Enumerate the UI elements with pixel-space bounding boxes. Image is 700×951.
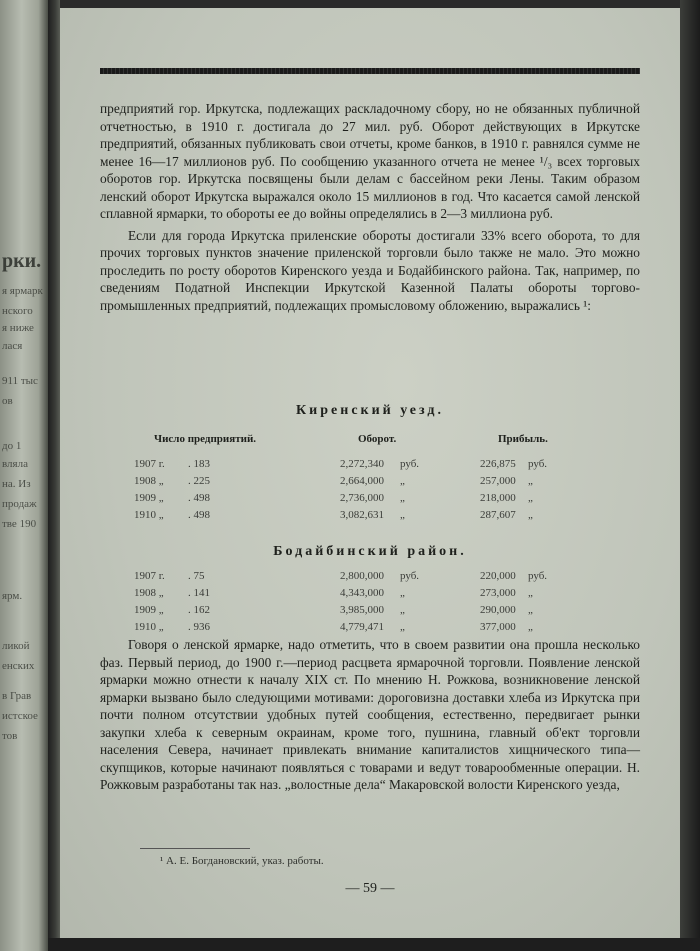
facing-page-fragment: тве 190 <box>2 518 37 530</box>
row-year: 1909 „ <box>134 604 164 616</box>
row-count: . 141 <box>188 587 210 599</box>
header-count: Число предприятий. <box>154 433 257 445</box>
row-turnover: 2,800,000 <box>340 570 384 582</box>
row-count: . 498 <box>188 492 210 504</box>
facing-page-fragment: вляла <box>2 458 28 470</box>
facing-page-fragment: ов <box>2 395 13 407</box>
row-currency: „ <box>528 492 533 504</box>
row-profit: 226,875 <box>480 458 516 470</box>
row-year: 1909 „ <box>134 492 164 504</box>
row-currency: „ <box>400 509 405 521</box>
row-count: . 225 <box>188 475 210 487</box>
row-profit: 273,000 <box>480 587 516 599</box>
table-row <box>100 458 640 474</box>
facing-page-fragment: я ниже <box>2 322 34 334</box>
facing-page-fragment: ликой <box>2 640 30 652</box>
facing-page-fragment: 911 тыс <box>2 375 38 387</box>
table-row <box>100 587 640 603</box>
table-row <box>100 621 640 637</box>
row-turnover: 4,343,000 <box>340 587 384 599</box>
page-edge-shadow <box>680 0 700 951</box>
row-profit: 377,000 <box>480 621 516 633</box>
facing-page-fragment: тов <box>2 730 18 742</box>
table-row <box>100 492 640 508</box>
row-turnover: 2,272,340 <box>340 458 384 470</box>
row-currency: „ <box>400 604 405 616</box>
row-count: . 75 <box>188 570 205 582</box>
row-currency: „ <box>528 509 533 521</box>
row-currency: „ <box>528 475 533 487</box>
facing-page-fragment: истское <box>2 710 38 722</box>
page-bottom-shadow <box>48 938 700 951</box>
row-turnover: 4,779,471 <box>340 621 384 633</box>
paragraph-1: предприятий гор. Иркутска, подлежащих раскладочному сбору, но не обязанных публичной отчетностью, в 1910 г. достигала до 27 мил. руб. Оборот действующих в Иркутске предприятий, обязанных публиковать свои отчеты, кроме банков, в 1910 г. равнялся сумме не менее 16—17 миллионов руб. По сообщению указанного отчета не менее ¹/₃ всех торговых оборотов гор. Иркутска посвящены были делам с бассейном реки Лены. Таким образом ленский оборот Иркутска выражался около 15 миллионов в год. Что касается самой ленской сплавной ярмарки, то обороты ее до войны определялись в 2—3 миллиона руб. <box>100 101 640 221</box>
facing-page-fragment: нского <box>2 305 33 317</box>
row-currency: „ <box>400 621 405 633</box>
row-profit: 287,607 <box>480 509 516 521</box>
facing-page-fragment: рки. <box>2 250 42 272</box>
row-currency: руб. <box>400 570 420 582</box>
row-currency: руб. <box>528 458 548 470</box>
row-count: . 183 <box>188 458 210 470</box>
book-gutter <box>48 0 60 951</box>
facing-page <box>0 0 48 951</box>
row-currency: „ <box>528 621 533 633</box>
facing-page-fragment: ярм. <box>2 590 23 602</box>
row-currency: „ <box>400 587 405 599</box>
row-year: 1910 „ <box>134 621 164 633</box>
row-profit: 290,000 <box>480 604 516 616</box>
body-text-top <box>100 100 640 314</box>
footnote-rule <box>140 848 250 849</box>
row-year: 1910 „ <box>134 509 164 521</box>
row-currency: руб. <box>528 570 548 582</box>
facing-page-fragment: на. Из <box>2 478 31 490</box>
row-year: 1907 г. <box>134 570 165 582</box>
table-row <box>100 570 640 586</box>
footnote: ¹ А. Е. Богдановский, указ. работы. <box>160 855 324 867</box>
header-turnover: Оборот. <box>358 433 397 445</box>
paragraph-2: Если для города Иркутска приленские обороты достигали 33% всего оборота, то для прочих торговых пунктов значение приленской торговли было также не мало. Это можно проследить по росту оборотов Киренского уезда и Бодайбинского района. Так, например, по сведениям Податной Инспекции Иркутской Казенной Палаты обороты торгово-промышленных предприятий, подлежащих промысловому обложению, выражались ¹: <box>100 227 640 313</box>
table-row <box>100 475 640 491</box>
table-title-bodaibo: Бодайбинский район. <box>273 544 467 559</box>
table-row <box>100 509 640 525</box>
row-year: 1907 г. <box>134 458 165 470</box>
row-turnover: 2,664,000 <box>340 475 384 487</box>
row-count: . 162 <box>188 604 210 616</box>
facing-page-fragment: я ярмарк <box>2 285 43 297</box>
row-year: 1908 „ <box>134 475 164 487</box>
row-currency: „ <box>400 475 405 487</box>
row-profit: 218,000 <box>480 492 516 504</box>
facing-page-fragment: продаж <box>2 498 37 510</box>
paragraph-3: Говоря о ленской ярмарке, надо отметить, что в своем развитии она прошла несколько фаз. Первый период, до 1900 г.—период расцвета ярмарочной торговли. Появление ленской ярмарки можно отнести к началу XIX ст. По мнению Н. Рожкова, возникновение ленской ярмарки вызвано было следующими мотивами: дороговизна доставки хлеба из Иркутска при почти полном отсутствии удобных путей сообщения, естественно, передвигает рынки закупки хлеба к северным окраинам, кроме того, пушнина, главный об'ект торговли населения Севера, начинает привлекать внимание капиталистов хищнического типа—скупщиков, которые начинают появляться с товарами и ведут товарообменные операции. Н. Рожковым разработаны так наз. „волостные дела“ Макаровской волости Киренского уезда, <box>100 637 640 792</box>
row-currency: „ <box>528 587 533 599</box>
row-currency: „ <box>528 604 533 616</box>
header-profit: Прибыль. <box>498 433 548 445</box>
page-number: — 59 — <box>345 881 395 896</box>
row-profit: 220,000 <box>480 570 516 582</box>
table-title-kirensky: Киренский уезд. <box>296 403 444 418</box>
row-turnover: 3,082,631 <box>340 509 384 521</box>
facing-page-fragment: в Грав <box>2 690 32 702</box>
row-count: . 498 <box>188 509 210 521</box>
facing-page-fragment: лася <box>2 340 23 352</box>
row-currency: руб. <box>400 458 420 470</box>
row-currency: „ <box>400 492 405 504</box>
table-row <box>100 604 640 620</box>
row-turnover: 2,736,000 <box>340 492 384 504</box>
row-year: 1908 „ <box>134 587 164 599</box>
row-profit: 257,000 <box>480 475 516 487</box>
book-page <box>60 8 680 938</box>
row-count: . 936 <box>188 621 210 633</box>
facing-page-fragment: до 1 <box>2 440 22 452</box>
header-rule <box>100 68 640 74</box>
facing-page-fragment: енских <box>2 660 35 672</box>
row-turnover: 3,985,000 <box>340 604 384 616</box>
